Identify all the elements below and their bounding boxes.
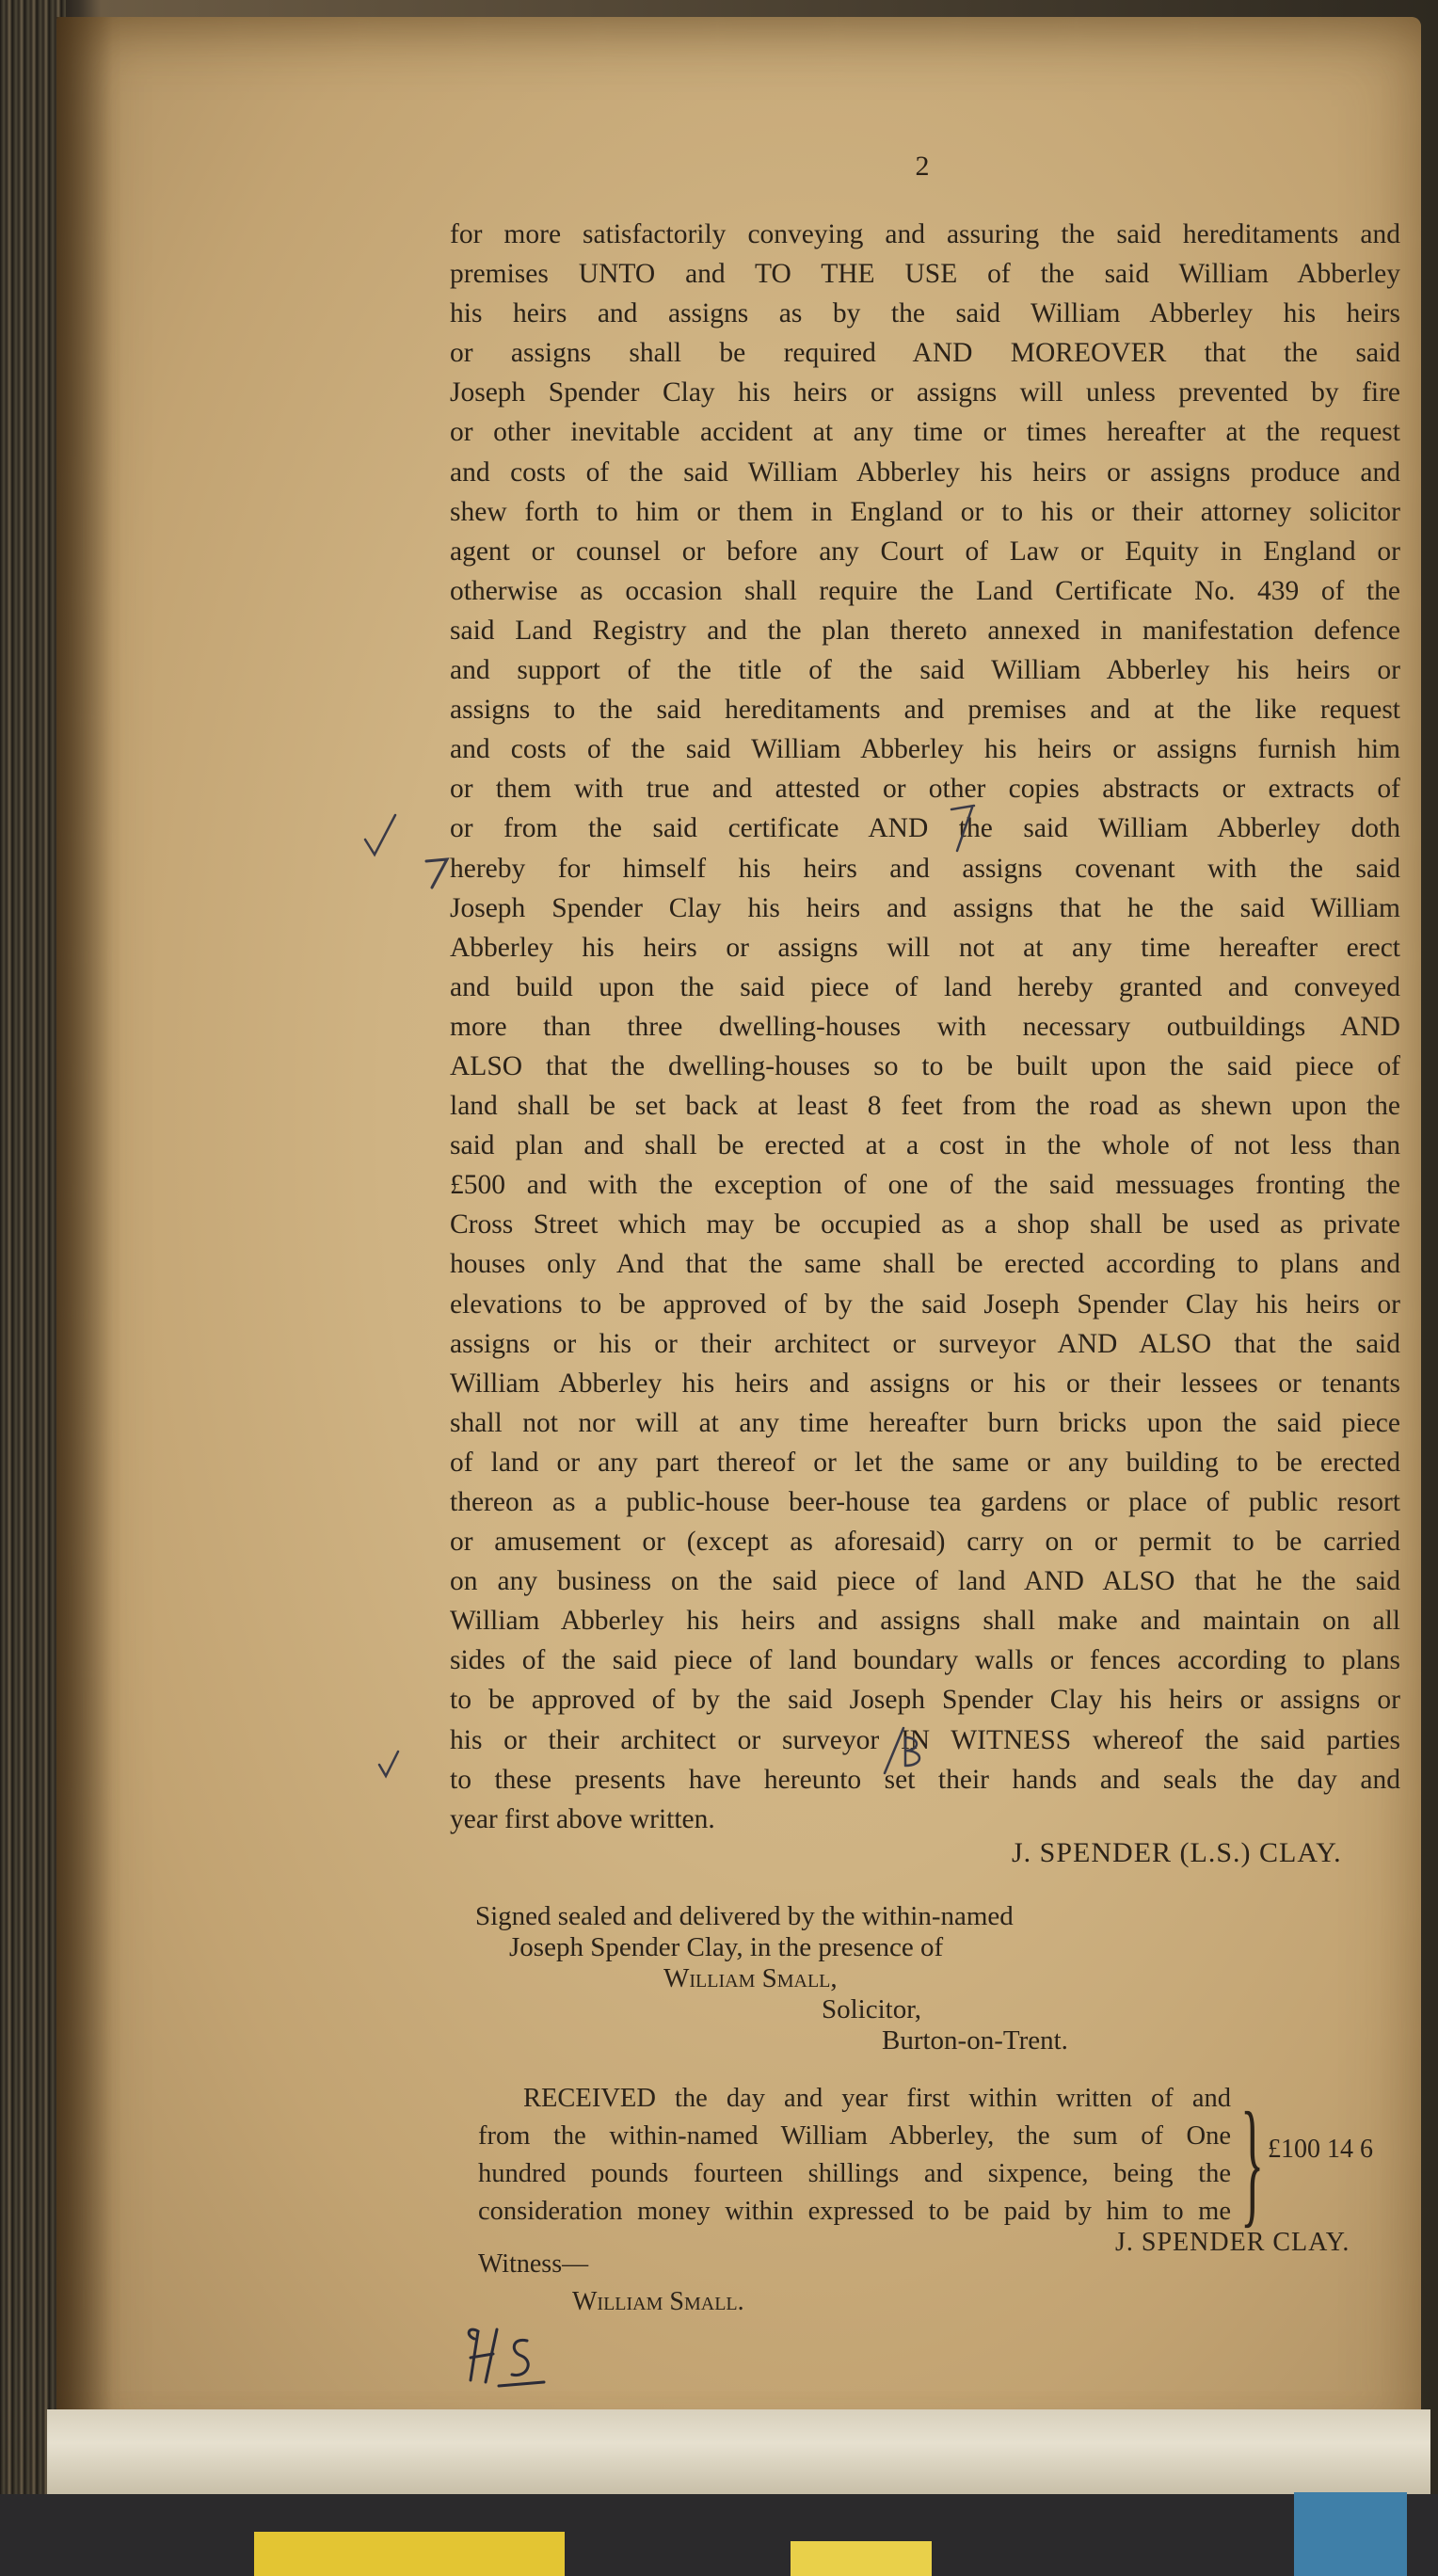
text-line: and build upon the said piece of land hereby granted and conveyed [450,971,1400,1002]
text-line: houses only And that the same shall be erected according to plans and [450,1249,1400,1280]
margin-tick-icon [358,809,414,866]
text-line: or them with true and attested or other copies abstracts or extracts of [450,774,1400,805]
text-line: assigns or his or their architect or surveyor AND ALSO that the said [450,1328,1400,1359]
attestation-clause [475,1901,1068,2056]
receipt-line: hundred pounds fourteen shillings and sixpence, being the [478,2159,1231,2188]
text-line: said plan and shall be erected at a cost in the whole of not less than [450,1130,1400,1161]
yellow-tab-small [791,2541,932,2576]
deed-body [450,215,1400,1839]
text-line: agent or counsel or before any Court of Law or Equity in England or [450,536,1400,567]
text-line: or other inevitable accident at any time or times hereafter at the request [450,417,1400,448]
text-line: hereby for himself his heirs and assigns covenant with the said [450,853,1400,884]
text-line: on any business on the said piece of land AND ALSO that he the said [450,1566,1400,1597]
text-line: or from the said certificate AND the said William Abberley doth [450,813,1400,844]
attestation-line: Signed sealed and delivered by the within-named [475,1901,1014,1931]
text-line: £500 and with the exception of one of the said messuages fronting the [450,1170,1400,1201]
text-line: more than three dwelling-houses with necessary outbuildings AND [450,1011,1400,1042]
text-line: thereon as a public-house beer-house tea gardens or place of public resort [450,1487,1400,1517]
witness-label: Witness— [478,2249,589,2279]
text-line: Joseph Spender Clay his heirs or assigns will unless prevented by fire [450,377,1400,408]
text-line: premises UNTO and TO THE USE of the said William Abberley [450,259,1400,290]
margin-tick-icon [372,1746,409,1784]
receipt-line: RECEIVED the day and year first within written of and [523,2084,1231,2113]
receipt-clause [478,2080,1231,2231]
blue-tag [1294,2492,1407,2576]
text-line: Abberley his heirs or assigns will not at any time hereafter erect [450,932,1400,963]
text-line: shew forth to him or them in England or to his or their attorney solicitor [450,496,1400,527]
desk-surface [0,2494,1438,2576]
receipt-witness [478,2246,744,2321]
text-line: ALSO that the dwelling-houses so to be built upon the said piece of [450,1050,1400,1081]
margin-seven-icon [419,852,456,894]
brace-icon: } [1240,2084,1265,2240]
text-line: for more satisfactorily conveying and assuring the said hereditaments and [450,219,1400,249]
receipt-line: from the within-named William Abberley, the sum of One [478,2121,1231,2151]
text-line: and costs of the said William Abberley his heirs or assigns produce and [450,456,1400,488]
text-line: and support of the title of the said William Abberley his heirs or [450,655,1400,686]
text-line: William Abberley his heirs and assigns or his or their lessees or tenants [450,1368,1400,1399]
attestation-line: Joseph Spender Clay, in the presence of [509,1932,944,1962]
witness-name: William Small. [572,2287,744,2316]
handwritten-initials [461,2320,574,2395]
text-line: or assigns shall be required AND MOREOVER that the said [450,338,1400,369]
text-line: year first above written. [450,1803,715,1834]
text-line: and costs of the said William Abberley his heirs or assigns furnish him [450,734,1400,765]
insertion-mark-icon [946,800,993,856]
text-line: his heirs and assigns as by the said William Abberley his heirs [450,298,1400,329]
witness-place: Burton-on-Trent. [882,2025,1068,2056]
witness-name: William Small, [663,1963,838,1993]
text-line: Cross Street which may be occupied as a shop shall be used as private [450,1209,1400,1240]
page-number: 2 [915,151,930,182]
text-line: sides of the said piece of land boundary walls or fences according to plans [450,1645,1400,1676]
text-line: otherwise as occasion shall require the Land Certificate No. 439 of the [450,575,1400,606]
text-line: or amusement or (except as aforesaid) carry on or permit to be carried [450,1527,1400,1558]
signature-clay: J. SPENDER (L.S.) CLAY. [1012,1837,1342,1868]
yellow-tab [254,2532,565,2576]
receipt-amount: £100 14 6 [1268,2135,1373,2164]
text-line: land shall be set back at least 8 feet from the road as shewn upon the [450,1091,1400,1122]
text-line: said Land Registry and the plan thereto annexed in manifestation defence [450,615,1400,646]
text-line: his or their architect or surveyor IN WITNESS whereof the said parties [450,1724,1400,1755]
text-line: Joseph Spender Clay his heirs and assigns that he the said William [450,892,1400,923]
text-line: assigns to the said hereditaments and premises and at the like request [450,695,1400,726]
text-line: shall not nor will at any time hereafter burn bricks upon the said piece [450,1407,1400,1438]
text-line: to these presents have hereunto set their hands and seals the day and [450,1764,1400,1795]
text-line: elevations to be approved of by the said Joseph Spender Clay his heirs or [450,1288,1400,1320]
receipt-line: consideration money within expressed to be paid by him to me [478,2197,1231,2226]
binding-shadow [56,17,113,2464]
witness-title: Solicitor, [822,1994,921,2024]
text-line: to be approved of by the said Joseph Spender Clay his heirs or assigns or [450,1685,1400,1716]
text-line: William Abberley his heirs and assigns shall make and maintain on all [450,1606,1400,1637]
text-line: of land or any part thereof or let the same or any building to be erected [450,1447,1400,1478]
signature-clay-receipt: J. SPENDER CLAY. [1115,2228,1350,2257]
underlying-sheet [47,2409,1430,2494]
insertion-mark-b-icon [875,1722,932,1779]
